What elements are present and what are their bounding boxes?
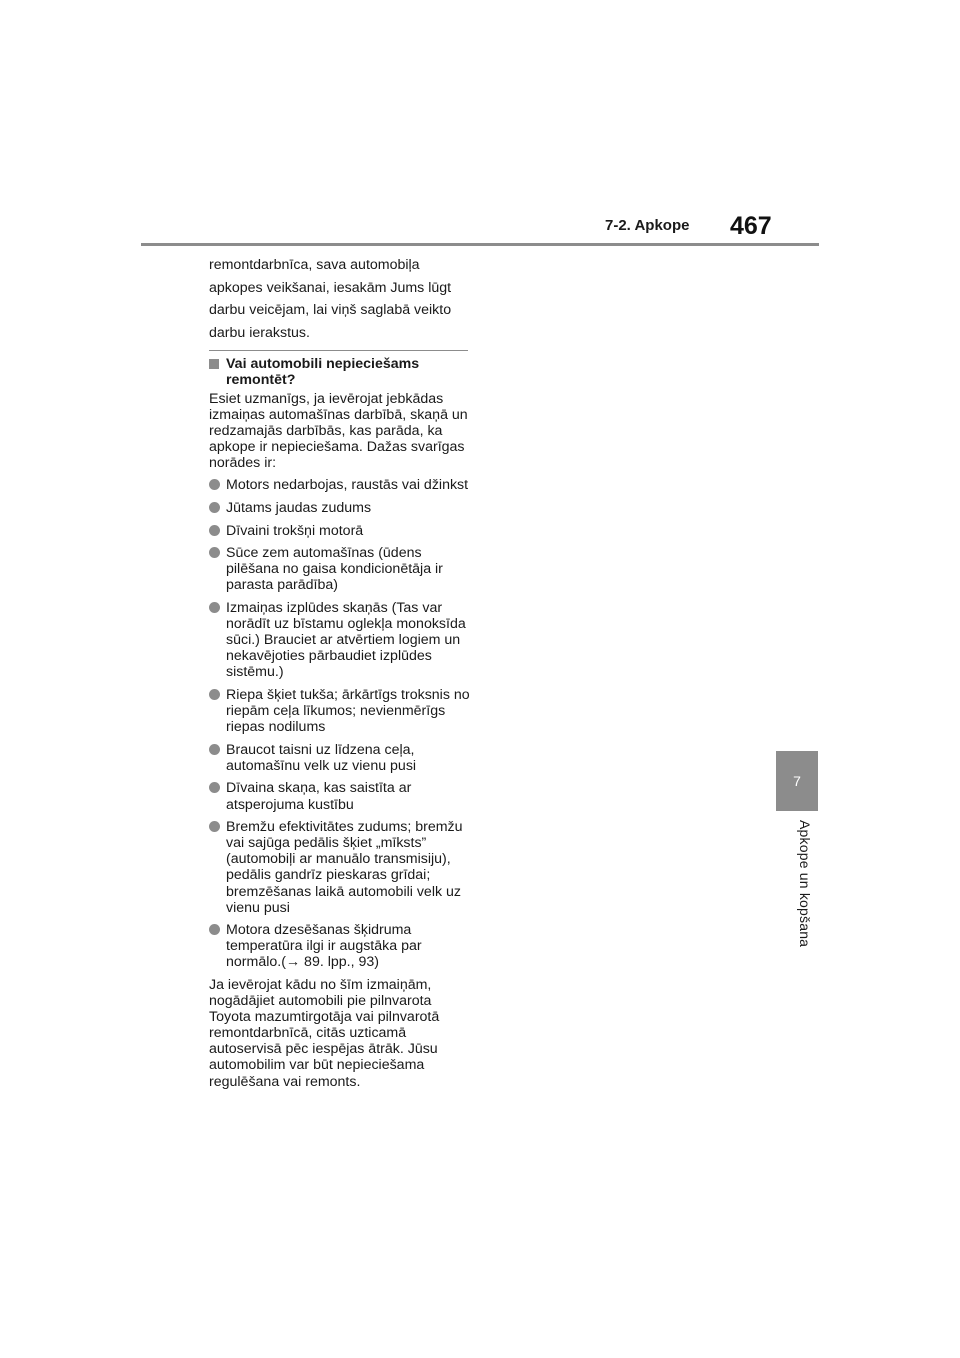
- list-item: Motors nedarbojas, raustās vai džinkst: [209, 477, 471, 493]
- circle-bullet-icon: [209, 502, 220, 513]
- chapter-tab: [776, 751, 818, 811]
- circle-bullet-icon: [209, 782, 220, 793]
- list-item: Motora dzesēšanas šķidruma temperatūra ilgi ir augstāka par normālo.(→ 89. lpp., 93): [209, 922, 471, 970]
- circle-bullet-icon: [209, 744, 220, 755]
- list-item: Dīvaini trokšņi motorā: [209, 523, 471, 539]
- circle-bullet-icon: [209, 689, 220, 700]
- list-item: Braucot taisni uz līdzena ceļa, automašīnu velk uz vienu pusi: [209, 742, 471, 774]
- symptom-list: [209, 477, 471, 970]
- section-body: [209, 391, 471, 1090]
- circle-bullet-icon: [209, 924, 220, 935]
- circle-bullet-icon: [209, 821, 220, 832]
- intro-paragraph: [209, 254, 471, 344]
- circle-bullet-icon: [209, 602, 220, 613]
- intro-line: darbu veicējam, lai viņš saglabā veikto: [209, 302, 452, 318]
- list-item: Izmaiņas izplūdes skaņās (Tas var norādīt uz bīstamu oglekļa monoksīda sūci.) Brauciet ar atvērtiem logiem un nekavējoties pārbaudiet izplūdes sistēmu.): [209, 600, 471, 680]
- intro-line: darbu ierakstus.: [209, 324, 310, 341]
- intro-line: remontdarbnīca, sava automobiļa: [209, 257, 420, 273]
- section-heading: [209, 356, 471, 388]
- list-item: Bremžu efektivitātes zudums; bremžu vai sajūga pedālis šķiet „mīksts” (automobiļi ar manuālo transmisiju), pedālis gandrīz pieskaras grīdai; bremzēšanas laikā automobili velk uz vienu pusi: [209, 819, 471, 916]
- chapter-number: 7: [793, 773, 801, 789]
- circle-bullet-icon: [209, 525, 220, 536]
- circle-bullet-icon: [209, 547, 220, 558]
- header-divider: [141, 243, 819, 246]
- intro-line: apkopes veikšanai, iesakām Jums lūgt: [209, 279, 452, 296]
- square-bullet-icon: [209, 359, 219, 369]
- closing-paragraph: Ja ievērojat kādu no šīm izmaiņām, nogādājiet automobili pie pilnvarota Toyota mazumtirgotāja vai pilnvarotā remontdarbnīcā, citās uzticamā autoservisā pēc iespējas ātrāk. Jūsu automobilim var būt nepieciešama regulēšana vai remonts.: [209, 977, 440, 1090]
- section-heading-text: Vai automobili nepieciešams remontēt?: [226, 356, 420, 388]
- circle-bullet-icon: [209, 479, 220, 490]
- page-number: 467: [730, 212, 772, 240]
- chapter-label: Apkope un kopšana: [797, 820, 813, 948]
- list-item: Riepa šķiet tukša; ārkārtīgs troksnis no riepām ceļa līkumos; nevienmērīgs riepas nodilums: [209, 687, 471, 735]
- list-item: Jūtams jaudas zudums: [209, 500, 471, 516]
- list-item: Sūce zem automašīnas (ūdens pilēšana no gaisa kondicionētāja ir parasta parādība): [209, 545, 471, 593]
- section-title: 7-2. Apkope: [605, 217, 690, 234]
- list-item: Dīvaina skaņa, kas saistīta ar atsperojuma kustību: [209, 780, 471, 812]
- section-divider: [209, 350, 468, 351]
- section-intro: Esiet uzmanīgs, ja ievērojat jebkādas izmaiņas automašīnas darbībā, skaņā un redzamajās darbībās, kas parāda, ka apkope ir nepieciešama. Dažas svarīgas norādes ir:: [209, 391, 468, 472]
